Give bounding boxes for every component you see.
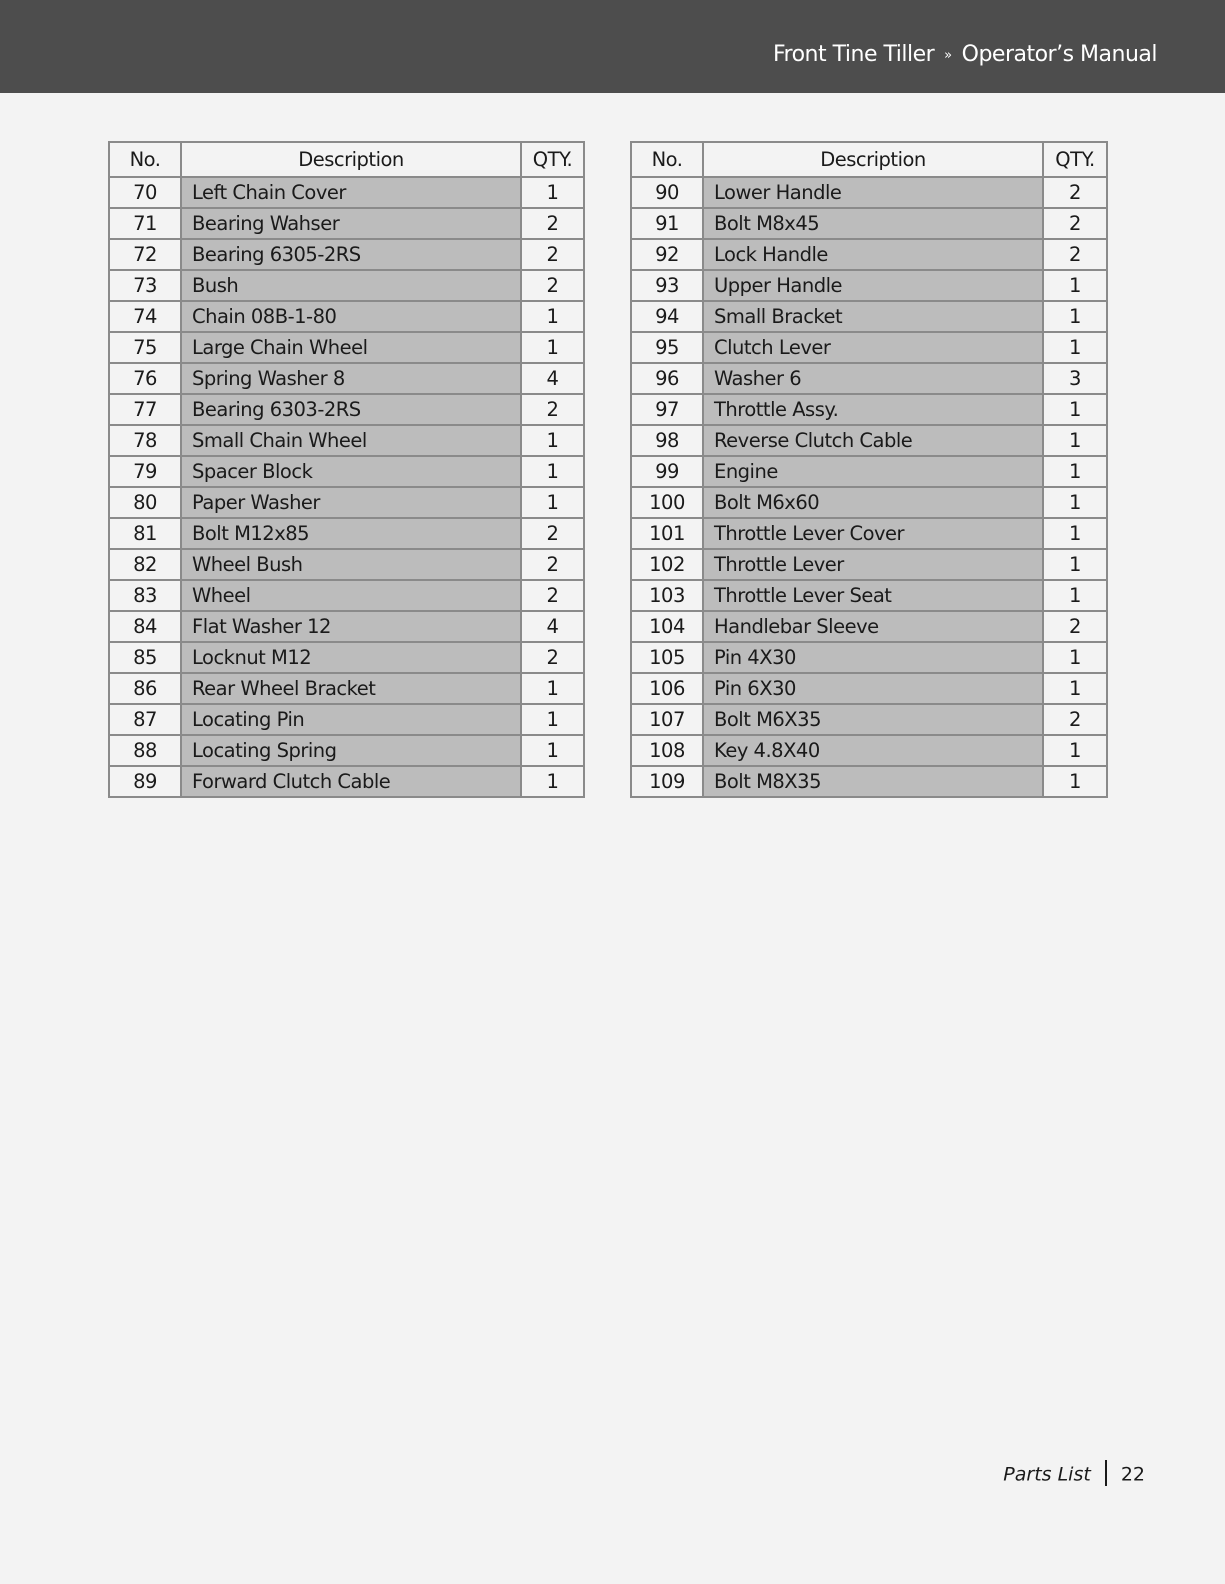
part-description-cell: Locating Pin <box>181 704 521 735</box>
part-number-cell: 75 <box>109 332 181 363</box>
part-description-cell: Bolt M6x60 <box>703 487 1043 518</box>
table-row <box>631 766 1107 797</box>
parts-table-right-body <box>631 177 1107 797</box>
footer-page-number: 22 <box>1120 1463 1145 1486</box>
table-row <box>631 270 1107 301</box>
part-quantity-cell: 1 <box>521 332 584 363</box>
part-number-cell: 90 <box>631 177 703 208</box>
part-quantity-cell: 1 <box>521 735 584 766</box>
part-number-cell: 109 <box>631 766 703 797</box>
part-quantity-cell: 2 <box>1043 239 1107 270</box>
part-description-cell: Locknut M12 <box>181 642 521 673</box>
table-row <box>631 208 1107 239</box>
table-header-row <box>109 142 584 177</box>
part-number-cell: 95 <box>631 332 703 363</box>
part-description-cell: Spring Washer 8 <box>181 363 521 394</box>
table-header-row <box>631 142 1107 177</box>
part-quantity-cell: 1 <box>521 177 584 208</box>
part-description-cell: Key 4.8X40 <box>703 735 1043 766</box>
part-quantity-cell: 2 <box>521 518 584 549</box>
part-description-cell: Throttle Lever <box>703 549 1043 580</box>
part-number-cell: 81 <box>109 518 181 549</box>
part-number-cell: 79 <box>109 456 181 487</box>
table-row <box>631 363 1107 394</box>
part-description-cell: Throttle Assy. <box>703 394 1043 425</box>
table-row <box>109 177 584 208</box>
part-quantity-cell: 1 <box>1043 642 1107 673</box>
part-number-cell: 83 <box>109 580 181 611</box>
part-number-cell: 77 <box>109 394 181 425</box>
table-row <box>631 580 1107 611</box>
part-number-cell: 89 <box>109 766 181 797</box>
part-quantity-cell: 1 <box>1043 301 1107 332</box>
header-separator: » <box>944 48 952 63</box>
part-number-cell: 94 <box>631 301 703 332</box>
header-manual-name: Operator’s Manual <box>961 42 1157 67</box>
part-quantity-cell: 1 <box>1043 425 1107 456</box>
footer-section-title: Parts List <box>1003 1463 1091 1486</box>
part-quantity-cell: 1 <box>521 487 584 518</box>
parts-table-left <box>108 141 585 798</box>
part-number-cell: 100 <box>631 487 703 518</box>
part-number-cell: 73 <box>109 270 181 301</box>
table-row <box>109 394 584 425</box>
parts-table-left-body <box>109 177 584 797</box>
table-row <box>109 456 584 487</box>
part-quantity-cell: 1 <box>1043 394 1107 425</box>
part-description-cell: Clutch Lever <box>703 332 1043 363</box>
part-number-cell: 105 <box>631 642 703 673</box>
table-row <box>109 642 584 673</box>
table-row <box>631 332 1107 363</box>
table-row <box>109 673 584 704</box>
part-description-cell: Bearing 6305-2RS <box>181 239 521 270</box>
part-number-cell: 85 <box>109 642 181 673</box>
part-description-cell: Throttle Lever Cover <box>703 518 1043 549</box>
part-description-cell: Pin 6X30 <box>703 673 1043 704</box>
part-description-cell: Chain 08B-1-80 <box>181 301 521 332</box>
table-row <box>109 332 584 363</box>
part-description-cell: Pin 4X30 <box>703 642 1043 673</box>
part-quantity-cell: 1 <box>1043 456 1107 487</box>
part-number-cell: 101 <box>631 518 703 549</box>
part-quantity-cell: 1 <box>521 766 584 797</box>
part-number-cell: 87 <box>109 704 181 735</box>
part-quantity-cell: 4 <box>521 363 584 394</box>
part-quantity-cell: 2 <box>1043 704 1107 735</box>
part-number-cell: 92 <box>631 239 703 270</box>
column-header-description: Description <box>181 142 521 177</box>
part-quantity-cell: 1 <box>1043 487 1107 518</box>
table-row <box>631 487 1107 518</box>
part-description-cell: Upper Handle <box>703 270 1043 301</box>
part-quantity-cell: 1 <box>521 673 584 704</box>
table-row <box>109 549 584 580</box>
part-number-cell: 99 <box>631 456 703 487</box>
footer-divider <box>1105 1460 1107 1486</box>
part-quantity-cell: 1 <box>1043 270 1107 301</box>
table-row <box>109 580 584 611</box>
part-description-cell: Wheel Bush <box>181 549 521 580</box>
part-description-cell: Bolt M6X35 <box>703 704 1043 735</box>
table-row <box>631 735 1107 766</box>
part-number-cell: 88 <box>109 735 181 766</box>
part-number-cell: 70 <box>109 177 181 208</box>
part-number-cell: 104 <box>631 611 703 642</box>
part-number-cell: 96 <box>631 363 703 394</box>
header-product-name: Front Tine Tiller <box>772 42 935 67</box>
part-quantity-cell: 2 <box>521 239 584 270</box>
table-row <box>109 704 584 735</box>
part-description-cell: Bolt M12x85 <box>181 518 521 549</box>
table-row <box>109 363 584 394</box>
part-description-cell: Engine <box>703 456 1043 487</box>
part-quantity-cell: 1 <box>1043 549 1107 580</box>
table-row <box>109 208 584 239</box>
table-row <box>631 425 1107 456</box>
page-footer <box>1003 1462 1145 1488</box>
table-row <box>109 611 584 642</box>
column-header-description: Description <box>703 142 1043 177</box>
page-header-bar <box>0 0 1225 93</box>
part-quantity-cell: 2 <box>521 394 584 425</box>
part-number-cell: 91 <box>631 208 703 239</box>
part-quantity-cell: 1 <box>1043 735 1107 766</box>
table-row <box>631 394 1107 425</box>
table-row <box>109 270 584 301</box>
part-quantity-cell: 1 <box>1043 673 1107 704</box>
table-row <box>109 301 584 332</box>
part-description-cell: Bush <box>181 270 521 301</box>
part-quantity-cell: 2 <box>521 580 584 611</box>
column-header-no: No. <box>631 142 703 177</box>
part-number-cell: 93 <box>631 270 703 301</box>
part-description-cell: Forward Clutch Cable <box>181 766 521 797</box>
part-number-cell: 98 <box>631 425 703 456</box>
column-header-qty: QTY. <box>1043 142 1107 177</box>
table-row <box>631 518 1107 549</box>
part-number-cell: 72 <box>109 239 181 270</box>
part-number-cell: 106 <box>631 673 703 704</box>
part-quantity-cell: 1 <box>521 704 584 735</box>
part-description-cell: Locating Spring <box>181 735 521 766</box>
table-row <box>631 177 1107 208</box>
part-description-cell: Bearing 6303-2RS <box>181 394 521 425</box>
part-quantity-cell: 3 <box>1043 363 1107 394</box>
part-quantity-cell: 1 <box>521 456 584 487</box>
part-number-cell: 84 <box>109 611 181 642</box>
part-number-cell: 86 <box>109 673 181 704</box>
part-quantity-cell: 2 <box>1043 611 1107 642</box>
part-description-cell: Washer 6 <box>703 363 1043 394</box>
part-description-cell: Reverse Clutch Cable <box>703 425 1043 456</box>
table-row <box>631 704 1107 735</box>
part-number-cell: 102 <box>631 549 703 580</box>
part-description-cell: Wheel <box>181 580 521 611</box>
table-row <box>631 642 1107 673</box>
part-quantity-cell: 2 <box>521 270 584 301</box>
part-number-cell: 107 <box>631 704 703 735</box>
part-number-cell: 97 <box>631 394 703 425</box>
column-header-qty: QTY. <box>521 142 584 177</box>
table-row <box>109 487 584 518</box>
part-description-cell: Throttle Lever Seat <box>703 580 1043 611</box>
table-row <box>631 456 1107 487</box>
part-quantity-cell: 4 <box>521 611 584 642</box>
part-description-cell: Lower Handle <box>703 177 1043 208</box>
part-number-cell: 103 <box>631 580 703 611</box>
table-row <box>109 239 584 270</box>
part-quantity-cell: 2 <box>521 208 584 239</box>
table-row <box>109 735 584 766</box>
part-quantity-cell: 1 <box>521 301 584 332</box>
part-quantity-cell: 2 <box>1043 208 1107 239</box>
part-number-cell: 82 <box>109 549 181 580</box>
part-description-cell: Large Chain Wheel <box>181 332 521 363</box>
table-row <box>631 549 1107 580</box>
part-description-cell: Bolt M8X35 <box>703 766 1043 797</box>
part-number-cell: 76 <box>109 363 181 394</box>
part-number-cell: 71 <box>109 208 181 239</box>
part-number-cell: 74 <box>109 301 181 332</box>
header-title <box>773 42 1157 67</box>
column-header-no: No. <box>109 142 181 177</box>
part-description-cell: Bolt M8x45 <box>703 208 1043 239</box>
part-quantity-cell: 1 <box>521 425 584 456</box>
part-description-cell: Small Chain Wheel <box>181 425 521 456</box>
table-row <box>631 301 1107 332</box>
part-description-cell: Handlebar Sleeve <box>703 611 1043 642</box>
table-row <box>631 673 1107 704</box>
table-row <box>109 518 584 549</box>
table-row <box>631 611 1107 642</box>
part-number-cell: 78 <box>109 425 181 456</box>
part-description-cell: Bearing Wahser <box>181 208 521 239</box>
part-quantity-cell: 1 <box>1043 580 1107 611</box>
part-description-cell: Flat Washer 12 <box>181 611 521 642</box>
part-quantity-cell: 2 <box>1043 177 1107 208</box>
table-row <box>109 766 584 797</box>
part-description-cell: Lock Handle <box>703 239 1043 270</box>
part-quantity-cell: 1 <box>1043 518 1107 549</box>
part-description-cell: Paper Washer <box>181 487 521 518</box>
part-quantity-cell: 2 <box>521 642 584 673</box>
part-quantity-cell: 1 <box>1043 332 1107 363</box>
part-number-cell: 80 <box>109 487 181 518</box>
part-description-cell: Rear Wheel Bracket <box>181 673 521 704</box>
part-description-cell: Small Bracket <box>703 301 1043 332</box>
part-description-cell: Left Chain Cover <box>181 177 521 208</box>
parts-table-right <box>630 141 1108 798</box>
part-quantity-cell: 2 <box>521 549 584 580</box>
table-row <box>631 239 1107 270</box>
part-quantity-cell: 1 <box>1043 766 1107 797</box>
part-description-cell: Spacer Block <box>181 456 521 487</box>
table-row <box>109 425 584 456</box>
part-number-cell: 108 <box>631 735 703 766</box>
